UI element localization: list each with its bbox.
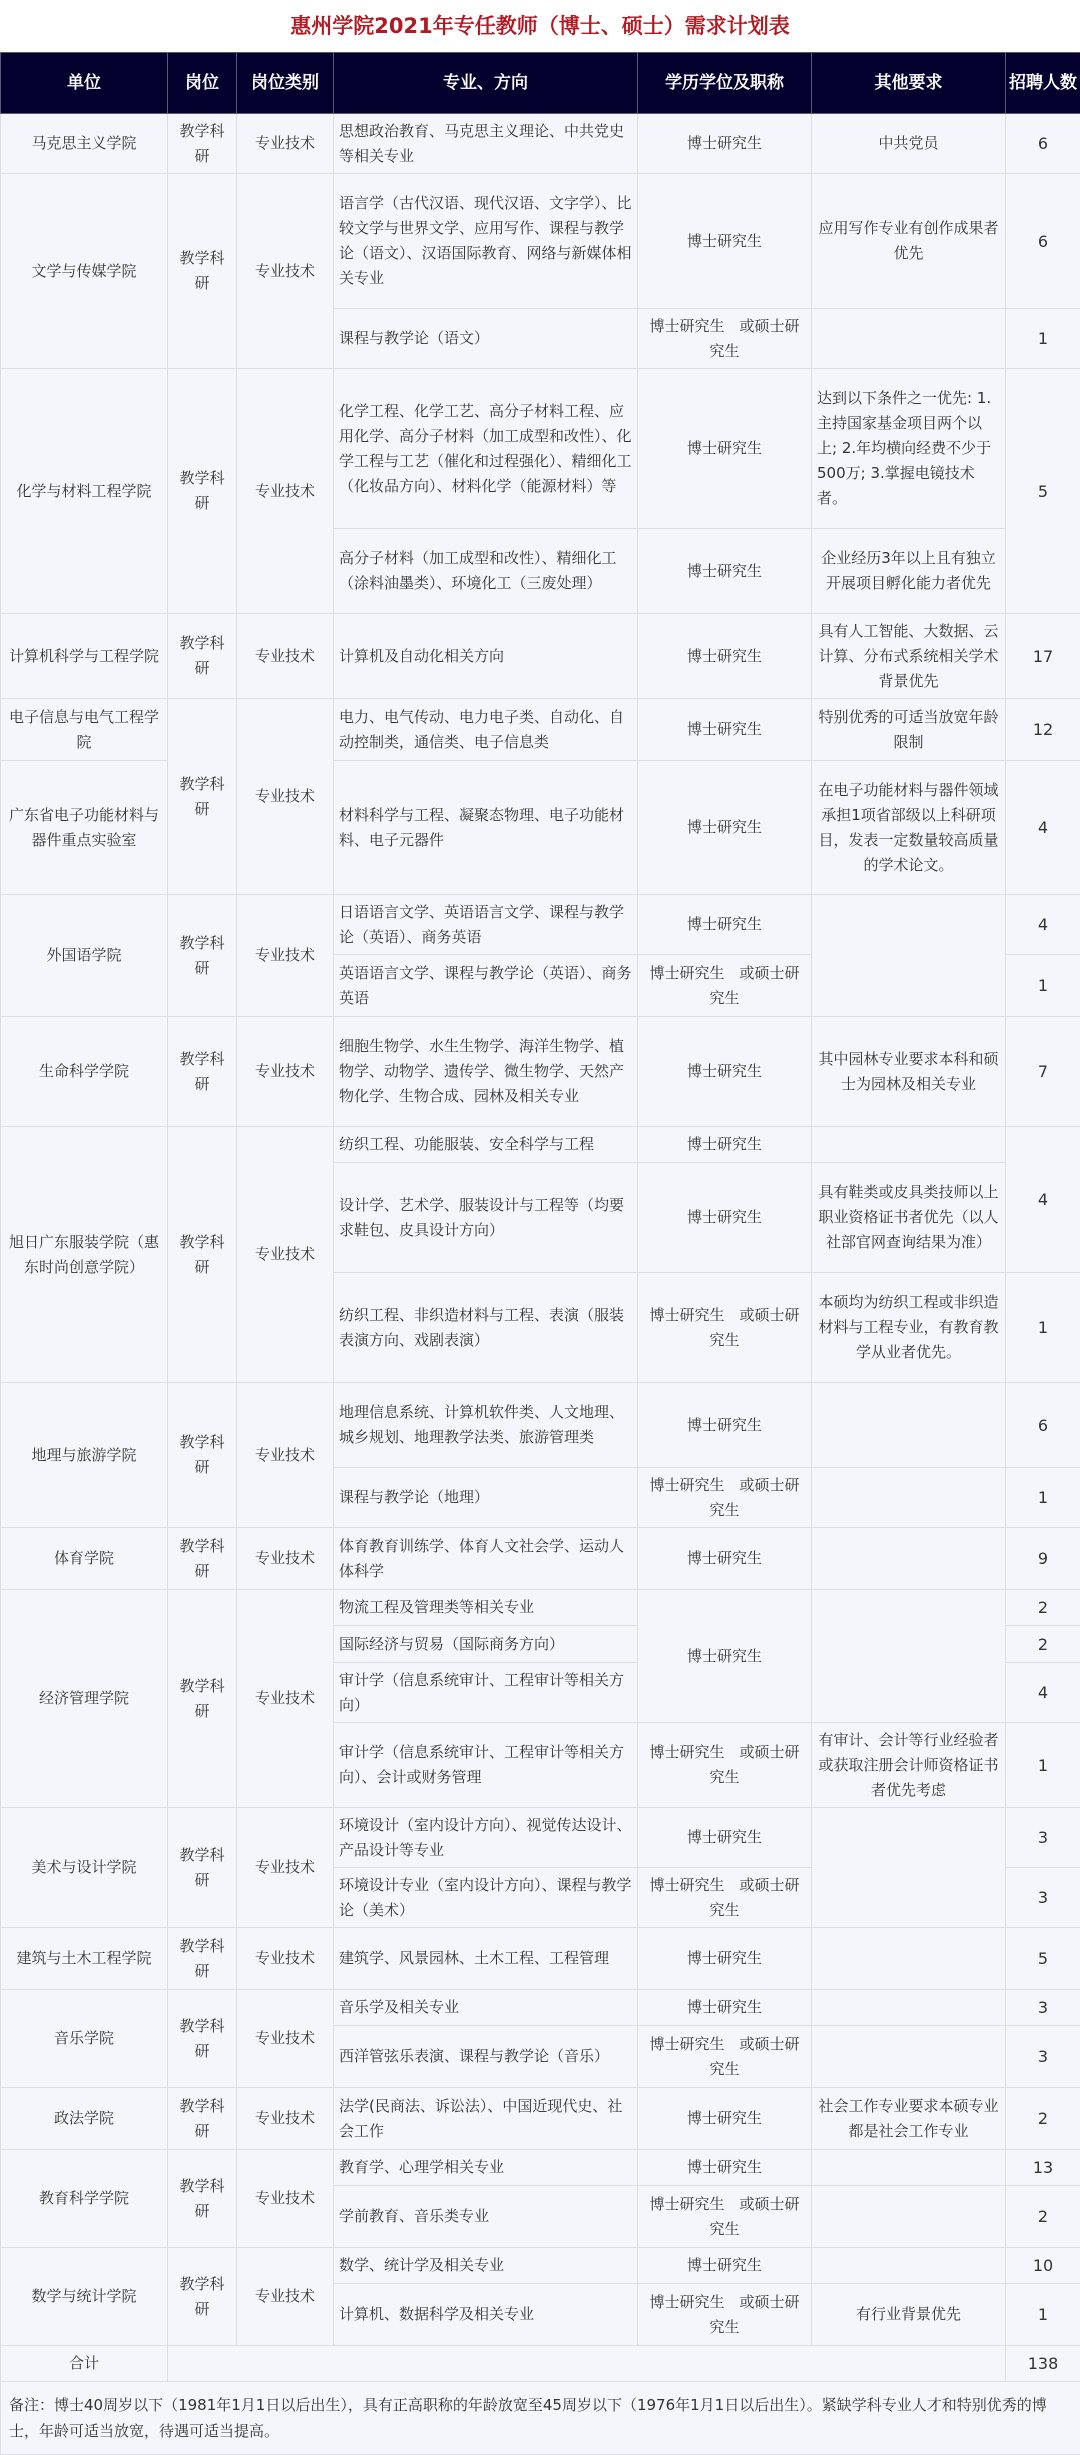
table-row <box>1 1590 1080 1626</box>
major-cell: 高分子材料（加工成型和改性）、精细化工（涂料油墨类）、环境化工（三废处理） <box>334 529 638 614</box>
other-cell <box>812 2186 1006 2248</box>
post-cell: 教学科研 <box>168 1990 237 2088</box>
post-type-cell: 专业技术 <box>237 614 334 699</box>
major-cell: 计算机及自动化相关方向 <box>334 614 638 699</box>
major-cell: 教育学、心理学相关专业 <box>334 2150 638 2186</box>
degree-cell: 博士研究生 或硕士研究生 <box>638 1723 812 1808</box>
degree-cell: 博士研究生 <box>638 2088 812 2150</box>
post-type-cell: 专业技术 <box>237 1127 334 1383</box>
unit-cell: 广东省电子功能材料与器件重点实验室 <box>1 761 168 895</box>
count-cell: 2 <box>1006 2088 1080 2150</box>
header-unit: 单位 <box>1 53 168 114</box>
major-cell: 音乐学及相关专业 <box>334 1990 638 2026</box>
total-count: 138 <box>1006 2346 1080 2382</box>
major-cell: 材料科学与工程、凝聚态物理、电子功能材料、电子元器件 <box>334 761 638 895</box>
table-row <box>1 1990 1080 2026</box>
count-cell: 2 <box>1006 1590 1080 1626</box>
table-row <box>1 699 1080 761</box>
recruitment-plan-table <box>0 52 1080 2455</box>
major-cell: 化学工程、化学工艺、高分子材料工程、应用化学、高分子材料（加工成型和改性）、化学工程与工艺（催化和过程强化）、精细化工（化妆品方向）、材料化学（能源材料）等 <box>334 369 638 529</box>
table-row <box>1 614 1080 699</box>
count-cell: 12 <box>1006 699 1080 761</box>
major-cell: 体育教育训练学、体育人文社会学、运动人体科学 <box>334 1528 638 1590</box>
unit-cell: 马克思主义学院 <box>1 114 168 174</box>
post-type-cell: 专业技术 <box>237 1590 334 1808</box>
post-cell: 教学科研 <box>168 1808 237 1928</box>
count-cell: 9 <box>1006 1528 1080 1590</box>
count-cell: 5 <box>1006 1928 1080 1990</box>
page-title: 惠州学院2021年专任教师（博士、硕士）需求计划表 <box>0 0 1080 52</box>
major-cell: 课程与教学论（地理） <box>334 1468 638 1528</box>
unit-cell: 地理与旅游学院 <box>1 1383 168 1528</box>
other-cell: 应用写作专业有创作成果者优先 <box>812 174 1006 309</box>
degree-cell: 博士研究生 <box>638 614 812 699</box>
degree-cell: 博士研究生 <box>638 1990 812 2026</box>
table-row <box>1 1017 1080 1127</box>
degree-cell: 博士研究生 或硕士研究生 <box>638 2186 812 2248</box>
degree-cell: 博士研究生 <box>638 895 812 955</box>
post-type-cell: 专业技术 <box>237 1528 334 1590</box>
post-cell: 教学科研 <box>168 114 237 174</box>
table-row <box>1 1528 1080 1590</box>
count-cell: 2 <box>1006 1626 1080 1663</box>
count-cell: 10 <box>1006 2248 1080 2284</box>
post-cell: 教学科研 <box>168 1127 237 1383</box>
post-cell: 教学科研 <box>168 2248 237 2346</box>
header-post: 岗位 <box>168 53 237 114</box>
unit-cell: 外国语学院 <box>1 895 168 1017</box>
other-cell: 特别优秀的可适当放宽年龄限制 <box>812 699 1006 761</box>
post-type-cell: 专业技术 <box>237 114 334 174</box>
other-cell: 达到以下条件之一优先: 1.主持国家基金项目两个以上; 2.年均横向经费不少于500万; 3.掌握电镜技术者。 <box>812 369 1006 529</box>
other-cell: 有行业背景优先 <box>812 2284 1006 2346</box>
other-cell <box>812 895 1006 1017</box>
post-type-cell: 专业技术 <box>237 2248 334 2346</box>
unit-cell: 化学与材料工程学院 <box>1 369 168 614</box>
post-type-cell: 专业技术 <box>237 174 334 369</box>
unit-cell: 音乐学院 <box>1 1990 168 2088</box>
table-row <box>1 1928 1080 1990</box>
unit-cell: 政法学院 <box>1 2088 168 2150</box>
major-cell: 地理信息系统、计算机软件类、人文地理、城乡规划、地理教学法类、旅游管理类 <box>334 1383 638 1468</box>
other-cell <box>812 1808 1006 1928</box>
other-cell: 具有鞋类或皮具类技师以上职业资格证书者优先（以人社部官网查询结果为准） <box>812 1163 1006 1273</box>
degree-cell: 博士研究生 <box>638 1017 812 1127</box>
major-cell: 英语语言文学、课程与教学论（英语）、商务英语 <box>334 955 638 1017</box>
other-cell: 社会工作专业要求本硕专业都是社会工作专业 <box>812 2088 1006 2150</box>
post-cell: 教学科研 <box>168 614 237 699</box>
unit-cell: 旭日广东服装学院（惠东时尚创意学院） <box>1 1127 168 1383</box>
table-row <box>1 2248 1080 2284</box>
other-cell <box>812 2248 1006 2284</box>
post-cell: 教学科研 <box>168 1017 237 1127</box>
post-type-cell: 专业技术 <box>237 369 334 614</box>
table-row <box>1 174 1080 309</box>
count-cell: 3 <box>1006 1808 1080 1868</box>
count-cell: 1 <box>1006 309 1080 369</box>
note-text: 备注：博士40周岁以下（1981年1月1日以后出生），具有正高职称的年龄放宽至45周岁以下（1976年1月1日以后出生）。紧缺学科专业人才和特别优秀的博士，年龄可适当放宽，待遇可适当提高。 <box>1 2382 1080 2455</box>
post-cell: 教学科研 <box>168 369 237 614</box>
major-cell: 法学(民商法、诉讼法）、中国近现代史、社会工作 <box>334 2088 638 2150</box>
count-cell: 1 <box>1006 1468 1080 1528</box>
post-type-cell: 专业技术 <box>237 2088 334 2150</box>
count-cell: 4 <box>1006 761 1080 895</box>
degree-cell: 博士研究生 <box>638 761 812 895</box>
other-cell <box>812 1590 1006 1723</box>
table-row <box>1 1127 1080 1163</box>
other-cell: 本硕均为纺织工程或非织造材料与工程专业，有教育教学从业者优先。 <box>812 1273 1006 1383</box>
count-cell: 17 <box>1006 614 1080 699</box>
unit-cell: 数学与统计学院 <box>1 2248 168 2346</box>
table-row <box>1 2088 1080 2150</box>
count-cell: 6 <box>1006 114 1080 174</box>
header-post-type: 岗位类别 <box>237 53 334 114</box>
unit-cell: 生命科学学院 <box>1 1017 168 1127</box>
major-cell: 数学、统计学及相关专业 <box>334 2248 638 2284</box>
count-cell: 1 <box>1006 1273 1080 1383</box>
count-cell: 2 <box>1006 2186 1080 2248</box>
unit-cell: 计算机科学与工程学院 <box>1 614 168 699</box>
table-row <box>1 2150 1080 2186</box>
note-row <box>1 2382 1080 2455</box>
total-row <box>1 2346 1080 2382</box>
post-type-cell: 专业技术 <box>237 699 334 895</box>
header-count: 招聘人数 <box>1006 53 1080 114</box>
degree-cell: 博士研究生 <box>638 174 812 309</box>
count-cell: 3 <box>1006 1990 1080 2026</box>
major-cell: 审计学（信息系统审计、工程审计等相关方向） <box>334 1663 638 1723</box>
total-label: 合计 <box>1 2346 168 2382</box>
degree-cell: 博士研究生 <box>638 699 812 761</box>
degree-cell: 博士研究生 或硕士研究生 <box>638 2284 812 2346</box>
degree-cell: 博士研究生 <box>638 114 812 174</box>
count-cell: 1 <box>1006 2284 1080 2346</box>
header-degree: 学历学位及职称 <box>638 53 812 114</box>
table-row <box>1 369 1080 529</box>
table-header-row <box>1 53 1080 114</box>
other-cell <box>812 1127 1006 1163</box>
post-cell: 教学科研 <box>168 174 237 369</box>
post-cell: 教学科研 <box>168 2088 237 2150</box>
other-cell: 有审计、会计等行业经验者或获取注册会计师资格证书者优先考虑 <box>812 1723 1006 1808</box>
unit-cell: 教育科学学院 <box>1 2150 168 2248</box>
major-cell: 国际经济与贸易（国际商务方向） <box>334 1626 638 1663</box>
unit-cell: 文学与传媒学院 <box>1 174 168 369</box>
major-cell: 计算机、数据科学及相关专业 <box>334 2284 638 2346</box>
degree-cell: 博士研究生 或硕士研究生 <box>638 309 812 369</box>
count-cell: 5 <box>1006 369 1080 614</box>
major-cell: 纺织工程、非织造材料与工程、表演（服装表演方向、戏剧表演） <box>334 1273 638 1383</box>
major-cell: 课程与教学论（语文） <box>334 309 638 369</box>
degree-cell: 博士研究生 或硕士研究生 <box>638 1468 812 1528</box>
degree-cell: 博士研究生 或硕士研究生 <box>638 1273 812 1383</box>
other-cell <box>812 309 1006 369</box>
count-cell: 1 <box>1006 955 1080 1017</box>
count-cell: 4 <box>1006 1663 1080 1723</box>
total-spacer <box>168 2346 1006 2382</box>
degree-cell: 博士研究生 <box>638 1383 812 1468</box>
major-cell: 物流工程及管理类等相关专业 <box>334 1590 638 1626</box>
header-other: 其他要求 <box>812 53 1006 114</box>
major-cell: 审计学（信息系统审计、工程审计等相关方向）、会计或财务管理 <box>334 1723 638 1808</box>
count-cell: 13 <box>1006 2150 1080 2186</box>
major-cell: 环境设计（室内设计方向）、视觉传达设计、产品设计等专业 <box>334 1808 638 1868</box>
other-cell <box>812 1928 1006 1990</box>
post-type-cell: 专业技术 <box>237 1383 334 1528</box>
major-cell: 纺织工程、功能服装、安全科学与工程 <box>334 1127 638 1163</box>
post-cell: 教学科研 <box>168 1383 237 1528</box>
other-cell <box>812 2026 1006 2088</box>
other-cell <box>812 1990 1006 2026</box>
post-cell: 教学科研 <box>168 1528 237 1590</box>
other-cell <box>812 1383 1006 1468</box>
degree-cell: 博士研究生 <box>638 1127 812 1163</box>
count-cell: 1 <box>1006 1723 1080 1808</box>
header-major: 专业、方向 <box>334 53 638 114</box>
degree-cell: 博士研究生 <box>638 1163 812 1273</box>
post-type-cell: 专业技术 <box>237 1990 334 2088</box>
major-cell: 日语语言文学、英语语言文学、课程与教学论（英语）、商务英语 <box>334 895 638 955</box>
post-cell: 教学科研 <box>168 1590 237 1808</box>
table-row <box>1 1383 1080 1468</box>
count-cell: 6 <box>1006 174 1080 309</box>
post-type-cell: 专业技术 <box>237 2150 334 2248</box>
major-cell: 设计学、艺术学、服装设计与工程等（均要求鞋包、皮具设计方向） <box>334 1163 638 1273</box>
degree-cell: 博士研究生 <box>638 1808 812 1868</box>
table-row <box>1 761 1080 895</box>
degree-cell: 博士研究生 <box>638 1528 812 1590</box>
post-cell: 教学科研 <box>168 895 237 1017</box>
major-cell: 细胞生物学、水生生物学、海洋生物学、植物学、动物学、遗传学、微生物学、天然产物化学、生物合成、园林及相关专业 <box>334 1017 638 1127</box>
major-cell: 建筑学、风景园林、土木工程、工程管理 <box>334 1928 638 1990</box>
degree-cell: 博士研究生 或硕士研究生 <box>638 2026 812 2088</box>
post-type-cell: 专业技术 <box>237 1928 334 1990</box>
degree-cell: 博士研究生 <box>638 2150 812 2186</box>
major-cell: 西洋管弦乐表演、课程与教学论（音乐） <box>334 2026 638 2088</box>
other-cell <box>812 1528 1006 1590</box>
other-cell <box>812 2150 1006 2186</box>
post-cell: 教学科研 <box>168 699 237 895</box>
other-cell: 中共党员 <box>812 114 1006 174</box>
major-cell: 语言学（古代汉语、现代汉语、文字学）、比较文学与世界文学、应用写作、课程与教学论（语文）、汉语国际教育、网络与新媒体相关专业 <box>334 174 638 309</box>
count-cell: 3 <box>1006 1868 1080 1928</box>
major-cell: 思想政治教育、马克思主义理论、中共党史等相关专业 <box>334 114 638 174</box>
other-cell <box>812 1468 1006 1528</box>
count-cell: 3 <box>1006 2026 1080 2088</box>
count-cell: 4 <box>1006 1127 1080 1273</box>
count-cell: 7 <box>1006 1017 1080 1127</box>
other-cell: 在电子功能材料与器件领域承担1项省部级以上科研项目，发表一定数量较高质量的学术论文。 <box>812 761 1006 895</box>
unit-cell: 美术与设计学院 <box>1 1808 168 1928</box>
major-cell: 环境设计专业（室内设计方向）、课程与教学论（美术） <box>334 1868 638 1928</box>
post-cell: 教学科研 <box>168 2150 237 2248</box>
degree-cell: 博士研究生 <box>638 369 812 529</box>
post-cell: 教学科研 <box>168 1928 237 1990</box>
unit-cell: 经济管理学院 <box>1 1590 168 1808</box>
major-cell: 电力、电气传动、电力电子类、自动化、自动控制类，通信类、电子信息类 <box>334 699 638 761</box>
other-cell: 其中园林专业要求本科和硕士为园林及相关专业 <box>812 1017 1006 1127</box>
major-cell: 学前教育、音乐类专业 <box>334 2186 638 2248</box>
degree-cell: 博士研究生 <box>638 1928 812 1990</box>
post-type-cell: 专业技术 <box>237 895 334 1017</box>
degree-cell: 博士研究生 或硕士研究生 <box>638 955 812 1017</box>
degree-cell: 博士研究生 <box>638 529 812 614</box>
unit-cell: 建筑与土木工程学院 <box>1 1928 168 1990</box>
degree-cell: 博士研究生 <box>638 2248 812 2284</box>
degree-cell: 博士研究生 <box>638 1590 812 1723</box>
post-type-cell: 专业技术 <box>237 1017 334 1127</box>
table-row <box>1 114 1080 174</box>
table-row <box>1 895 1080 955</box>
count-cell: 4 <box>1006 895 1080 955</box>
table-row <box>1 1808 1080 1868</box>
unit-cell: 电子信息与电气工程学院 <box>1 699 168 761</box>
post-type-cell: 专业技术 <box>237 1808 334 1928</box>
other-cell: 具有人工智能、大数据、云计算、分布式系统相关学术背景优先 <box>812 614 1006 699</box>
unit-cell: 体育学院 <box>1 1528 168 1590</box>
count-cell: 6 <box>1006 1383 1080 1468</box>
other-cell: 企业经历3年以上且有独立开展项目孵化能力者优先 <box>812 529 1006 614</box>
degree-cell: 博士研究生 或硕士研究生 <box>638 1868 812 1928</box>
